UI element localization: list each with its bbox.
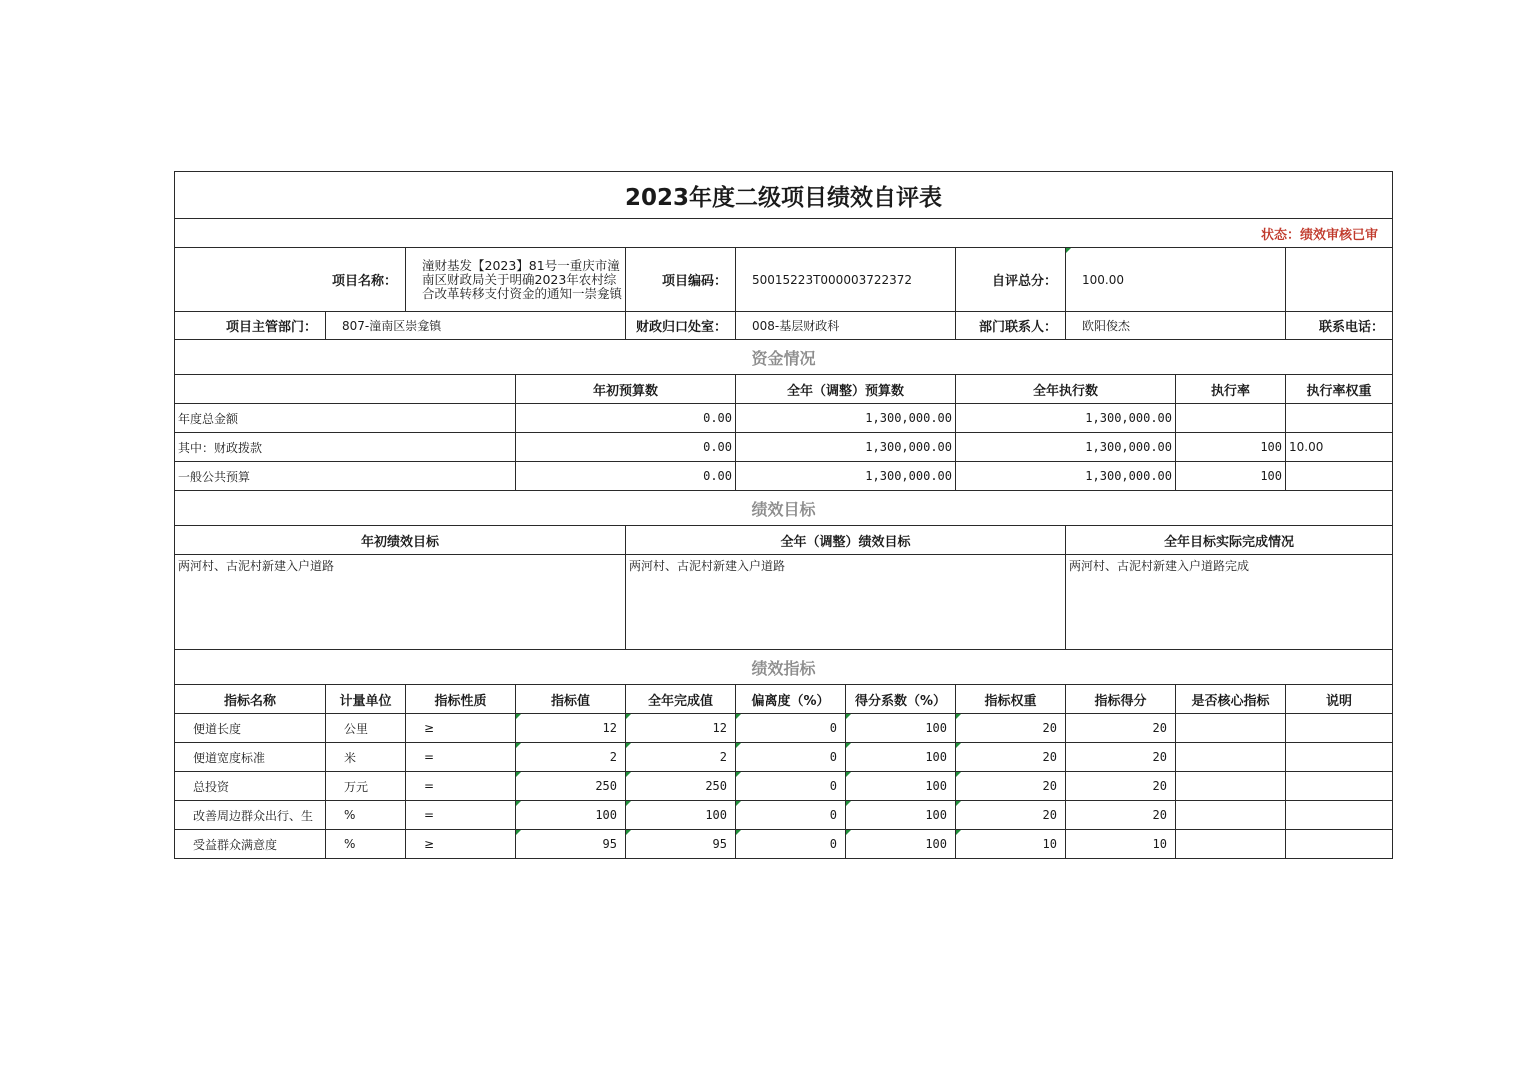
- indicator-done: 95: [626, 830, 736, 859]
- indicator-header: 指标权重: [956, 685, 1066, 714]
- indicator-nature: =: [406, 801, 516, 830]
- project-code-label: 项目编码：: [626, 248, 736, 312]
- indicator-nature: ≥: [406, 830, 516, 859]
- indicators-section-title: 绩效指标: [175, 650, 1393, 685]
- contact-value: 欧阳俊杰: [1066, 312, 1286, 340]
- indicator-score: 20: [1066, 743, 1176, 772]
- page-title: 2023年度二级项目绩效自评表: [175, 172, 1393, 219]
- goals-header: 全年目标实际完成情况: [1066, 526, 1393, 555]
- funds-row: [175, 433, 1393, 462]
- indicator-score: 10: [1066, 830, 1176, 859]
- indicator-target: 95: [516, 830, 626, 859]
- indicator-name: 便道宽度标准: [175, 743, 326, 772]
- indicator-note: [1286, 772, 1393, 801]
- funds-initial: 0.00: [516, 433, 736, 462]
- goals-header: 全年（调整）绩效目标: [626, 526, 1066, 555]
- funds-section-title: 资金情况: [175, 340, 1393, 375]
- evaluation-sheet: [174, 171, 1392, 859]
- indicator-header: 全年完成值: [626, 685, 736, 714]
- goal-adjusted: 两河村、古泥村新建入户道路: [626, 555, 1066, 650]
- project-name-label: 项目名称：: [175, 248, 406, 312]
- indicator-done: 2: [626, 743, 736, 772]
- dept-label: 项目主管部门：: [175, 312, 326, 340]
- funds-adjusted: 1,300,000.00: [736, 462, 956, 491]
- evaluation-table: [174, 171, 1393, 859]
- indicator-header: 说明: [1286, 685, 1393, 714]
- project-name-value: 潼财基发【2023】81号一重庆市潼南区财政局关于明确2023年农村综合改革转移支付资金的通知一崇龛镇: [406, 248, 626, 312]
- indicator-core: [1176, 801, 1286, 830]
- indicator-deviation: 0: [736, 830, 846, 859]
- indicator-coefficient: 100: [846, 830, 956, 859]
- indicator-note: [1286, 801, 1393, 830]
- funds-weight: 10.00: [1286, 433, 1393, 462]
- funds-rate: [1176, 404, 1286, 433]
- funds-adjusted: 1,300,000.00: [736, 433, 956, 462]
- indicator-rows: [175, 714, 1393, 859]
- funds-header: 全年执行数: [956, 375, 1176, 404]
- funds-adjusted: 1,300,000.00: [736, 404, 956, 433]
- indicator-nature: ≥: [406, 714, 516, 743]
- indicator-coefficient: 100: [846, 743, 956, 772]
- table-row: [175, 714, 1393, 743]
- goals-header: 年初绩效目标: [175, 526, 626, 555]
- indicator-unit: 万元: [326, 772, 406, 801]
- indicator-target: 12: [516, 714, 626, 743]
- indicator-unit: 公里: [326, 714, 406, 743]
- indicator-core: [1176, 743, 1286, 772]
- funds-header: 执行率: [1176, 375, 1286, 404]
- indicator-deviation: 0: [736, 772, 846, 801]
- funds-executed: 1,300,000.00: [956, 462, 1176, 491]
- table-row: [175, 830, 1393, 859]
- funds-header: 执行率权重: [1286, 375, 1393, 404]
- funds-weight: [1286, 462, 1393, 491]
- indicator-score: 20: [1066, 801, 1176, 830]
- funds-header-blank: [175, 375, 516, 404]
- indicator-target: 100: [516, 801, 626, 830]
- indicator-nature: =: [406, 743, 516, 772]
- indicator-target: 2: [516, 743, 626, 772]
- indicator-header: 偏离度（%）: [736, 685, 846, 714]
- funds-executed: 1,300,000.00: [956, 404, 1176, 433]
- finance-value: 008-基层财政科: [736, 312, 956, 340]
- indicator-weight: 20: [956, 743, 1066, 772]
- indicator-coefficient: 100: [846, 714, 956, 743]
- funds-initial: 0.00: [516, 462, 736, 491]
- contact-label: 部门联系人：: [956, 312, 1066, 340]
- dept-value: 807-潼南区崇龛镇: [326, 312, 626, 340]
- score-label: 自评总分：: [956, 248, 1066, 312]
- indicator-weight: 10: [956, 830, 1066, 859]
- funds-row-name: 一般公共预算: [175, 462, 516, 491]
- goal-initial: 两河村、古泥村新建入户道路: [175, 555, 626, 650]
- finance-label: 财政归口处室：: [626, 312, 736, 340]
- funds-rate: 100: [1176, 433, 1286, 462]
- indicator-deviation: 0: [736, 743, 846, 772]
- indicator-target: 250: [516, 772, 626, 801]
- indicator-score: 20: [1066, 714, 1176, 743]
- indicator-header: 指标名称: [175, 685, 326, 714]
- indicator-header: 是否核心指标: [1176, 685, 1286, 714]
- indicator-note: [1286, 714, 1393, 743]
- project-code-value: 50015223T000003722372: [736, 248, 956, 312]
- funds-row: [175, 404, 1393, 433]
- funds-weight: [1286, 404, 1393, 433]
- status-badge: 状态：绩效审核已审: [175, 219, 1393, 248]
- funds-header: 年初预算数: [516, 375, 736, 404]
- indicator-done: 250: [626, 772, 736, 801]
- indicator-header: 指标性质: [406, 685, 516, 714]
- funds-rate: 100: [1176, 462, 1286, 491]
- indicator-coefficient: 100: [846, 772, 956, 801]
- indicator-note: [1286, 743, 1393, 772]
- indicator-note: [1286, 830, 1393, 859]
- empty-cell: [1286, 248, 1393, 312]
- funds-header: 全年（调整）预算数: [736, 375, 956, 404]
- indicator-name: 总投资: [175, 772, 326, 801]
- indicator-header: 指标值: [516, 685, 626, 714]
- table-row: [175, 772, 1393, 801]
- indicator-coefficient: 100: [846, 801, 956, 830]
- indicator-name: 便道长度: [175, 714, 326, 743]
- phone-label: 联系电话：: [1286, 312, 1393, 340]
- indicator-header: 计量单位: [326, 685, 406, 714]
- indicator-done: 100: [626, 801, 736, 830]
- indicator-unit: 米: [326, 743, 406, 772]
- funds-row-name: 其中：财政拨款: [175, 433, 516, 462]
- indicator-deviation: 0: [736, 714, 846, 743]
- indicator-core: [1176, 714, 1286, 743]
- indicator-weight: 20: [956, 714, 1066, 743]
- indicator-name: 改善周边群众出行、生: [175, 801, 326, 830]
- funds-row-name: 年度总金额: [175, 404, 516, 433]
- goal-actual: 两河村、古泥村新建入户道路完成: [1066, 555, 1393, 650]
- funds-initial: 0.00: [516, 404, 736, 433]
- indicator-unit: %: [326, 801, 406, 830]
- indicator-weight: 20: [956, 772, 1066, 801]
- indicator-done: 12: [626, 714, 736, 743]
- funds-executed: 1,300,000.00: [956, 433, 1176, 462]
- indicator-core: [1176, 772, 1286, 801]
- indicator-unit: %: [326, 830, 406, 859]
- goals-section-title: 绩效目标: [175, 491, 1393, 526]
- indicator-core: [1176, 830, 1286, 859]
- indicator-header: 指标得分: [1066, 685, 1176, 714]
- score-value: 100.00: [1066, 248, 1286, 312]
- table-row: [175, 801, 1393, 830]
- indicator-name: 受益群众满意度: [175, 830, 326, 859]
- table-row: [175, 743, 1393, 772]
- indicator-weight: 20: [956, 801, 1066, 830]
- indicator-nature: =: [406, 772, 516, 801]
- indicator-deviation: 0: [736, 801, 846, 830]
- funds-row: [175, 462, 1393, 491]
- indicator-header: 得分系数（%）: [846, 685, 956, 714]
- indicator-score: 20: [1066, 772, 1176, 801]
